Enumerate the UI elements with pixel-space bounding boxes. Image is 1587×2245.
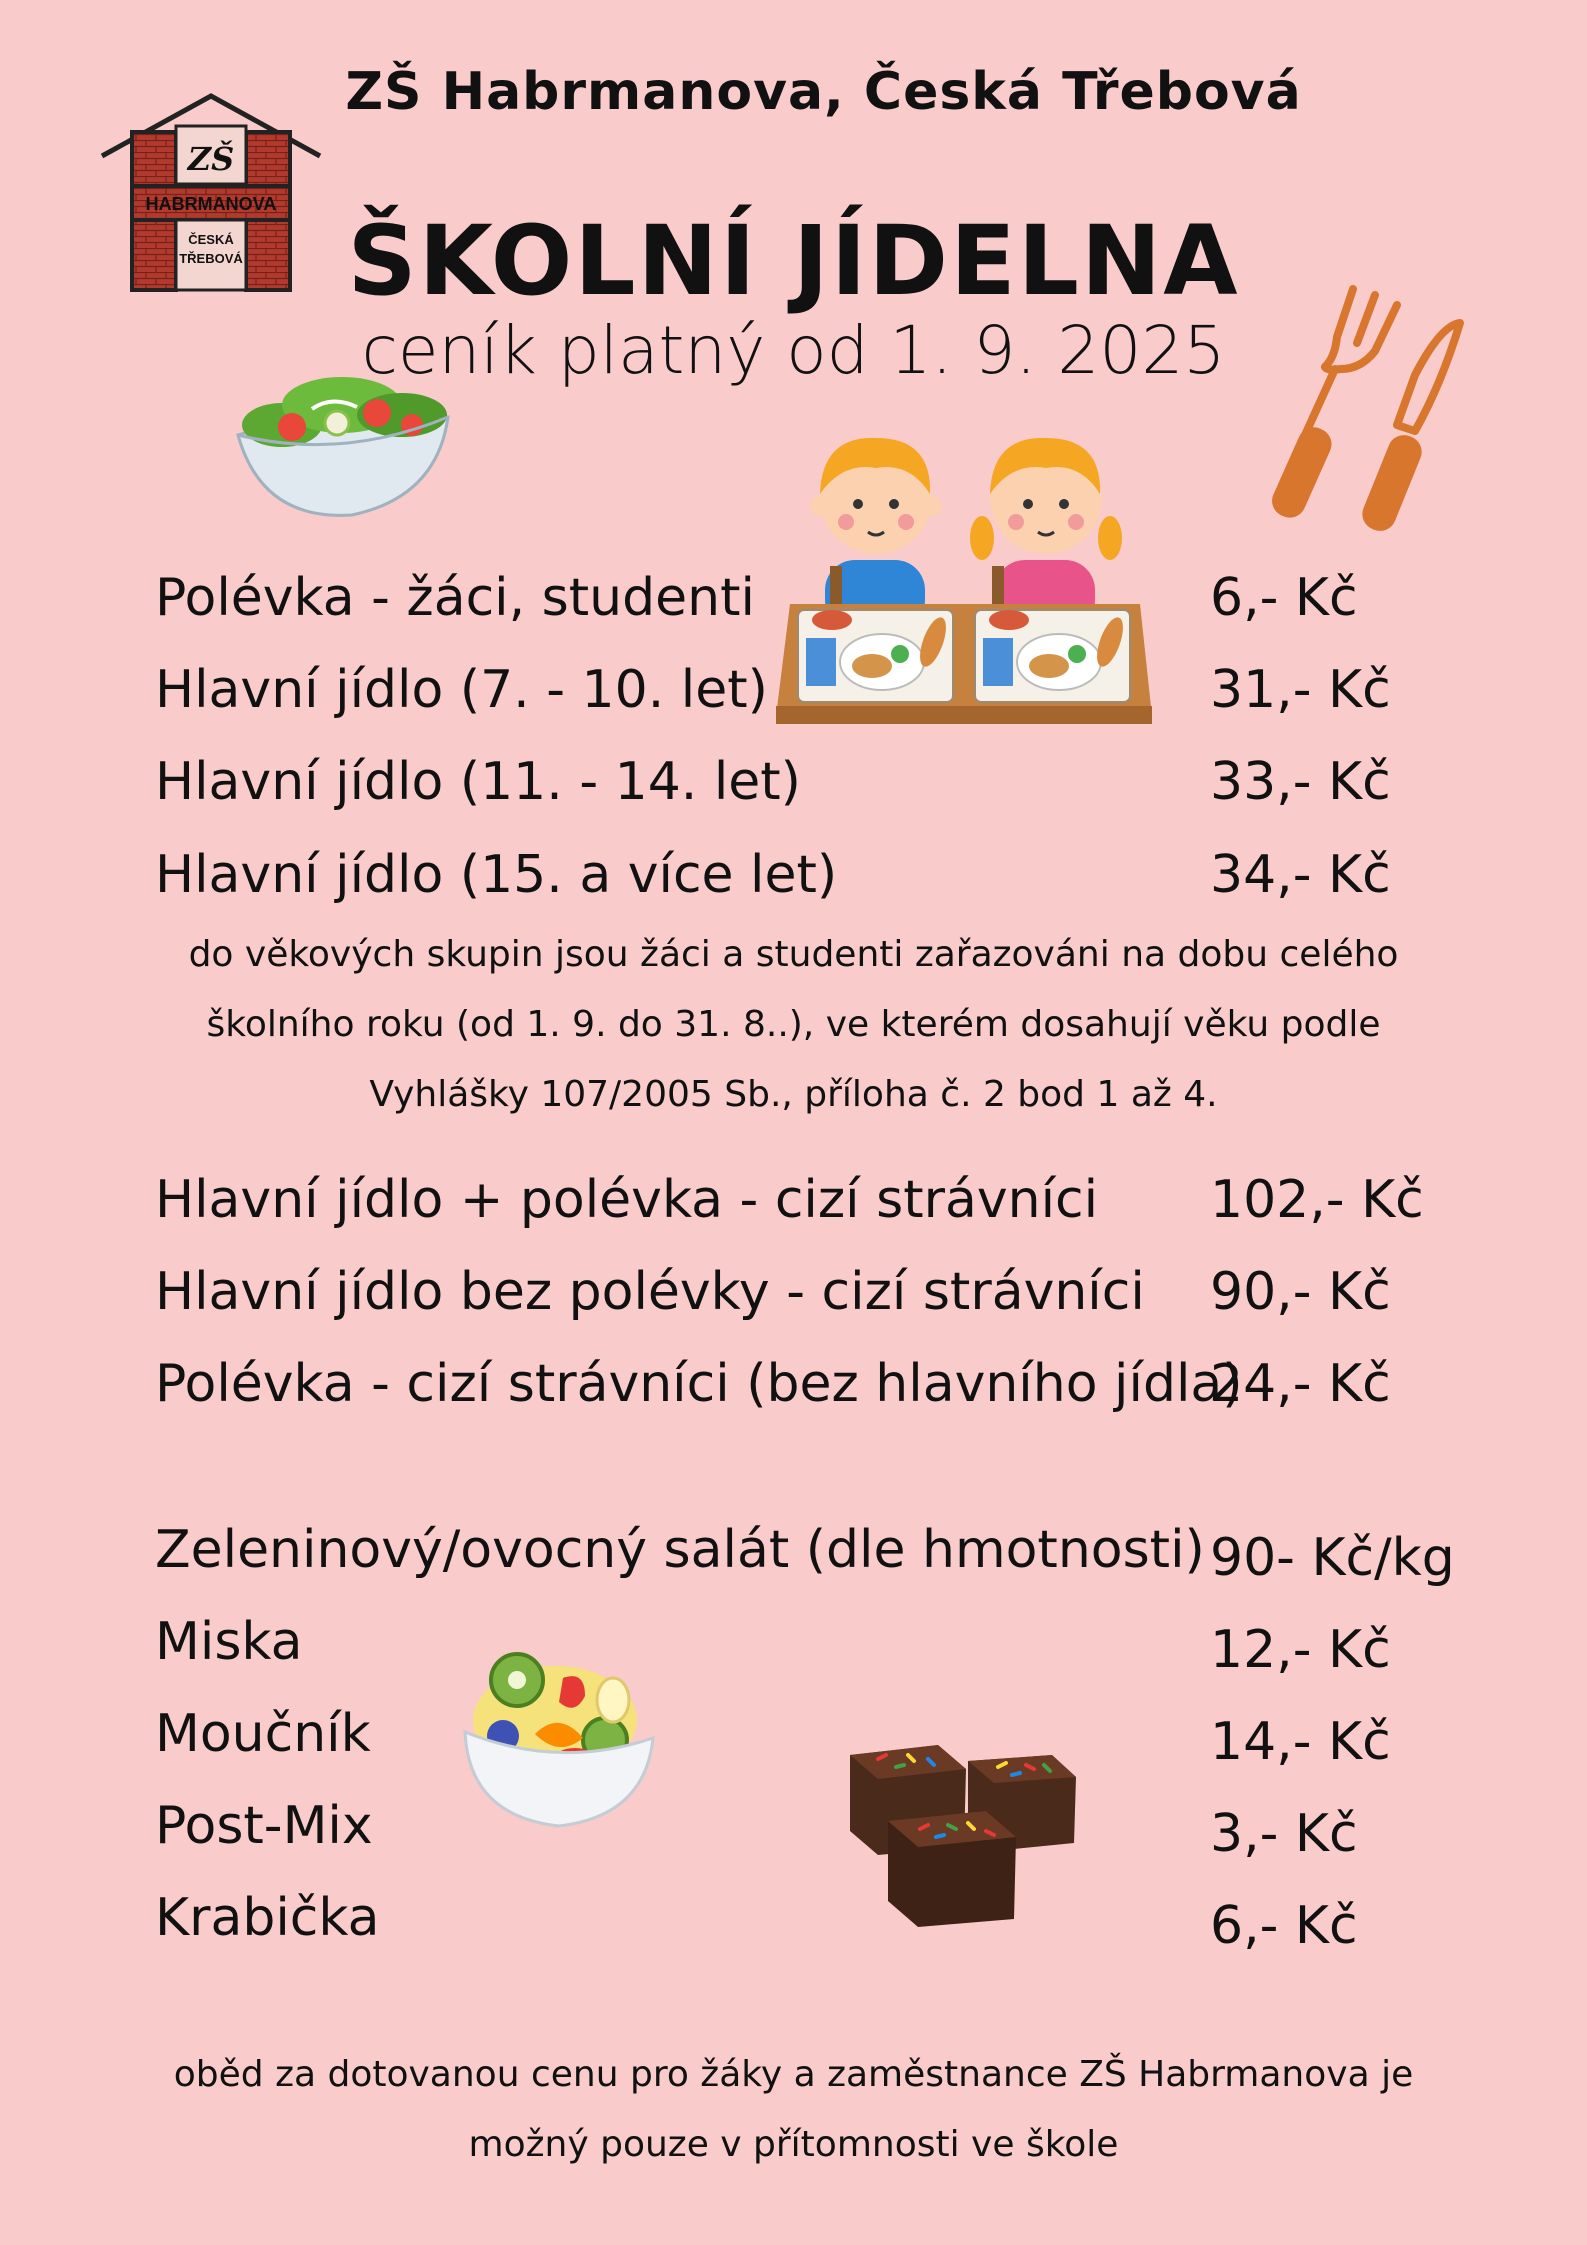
item-post-mix: Post-Mix bbox=[155, 1796, 373, 1856]
salad-bowl-icon bbox=[232, 365, 454, 525]
price-soup-external: 24,- Kč bbox=[1210, 1354, 1391, 1414]
price-main-15-plus: 34,- Kč bbox=[1210, 845, 1391, 905]
logo-zs-text: ZŠ bbox=[187, 140, 235, 178]
price-main-7-10: 31,- Kč bbox=[1210, 660, 1391, 720]
price-main-11-14: 33,- Kč bbox=[1210, 752, 1391, 812]
price-salad: 90- Kč/kg bbox=[1210, 1528, 1455, 1588]
brownie-dessert-icon bbox=[848, 1725, 1078, 1930]
price-list-validity: ceník platný od 1. 9. 2025 bbox=[361, 312, 1226, 389]
item-soup-students: Polévka - žáci, studenti bbox=[155, 568, 755, 628]
item-dessert: Moučník bbox=[155, 1704, 371, 1764]
school-name: ZŠ Habrmanova, Česká Třebová bbox=[345, 62, 1302, 122]
item-bowl: Miska bbox=[155, 1612, 303, 1672]
price-box: 6,- Kč bbox=[1210, 1896, 1358, 1956]
item-soup-external: Polévka - cizí strávníci (bez hlavního jídla) bbox=[155, 1354, 1243, 1414]
price-bowl: 12,- Kč bbox=[1210, 1620, 1391, 1680]
age-note-line: do věkových skupin jsou žáci a studenti zařazováni na dobu celého bbox=[188, 934, 1399, 975]
footer-note bbox=[0, 2040, 1587, 2180]
item-main-7-10: Hlavní jídlo (7. - 10. let) bbox=[155, 660, 768, 720]
age-note-line: školního roku (od 1. 9. do 31. 8..), ve kterém dosahují věku podle bbox=[206, 1004, 1381, 1045]
item-box: Krabička bbox=[155, 1888, 380, 1948]
fork-knife-icon bbox=[1265, 285, 1470, 545]
children-lunch-icon bbox=[770, 410, 1155, 730]
logo-ceska-text: ČESKÁ bbox=[188, 232, 234, 247]
price-main-no-soup-external: 90,- Kč bbox=[1210, 1262, 1391, 1322]
item-main-11-14: Hlavní jídlo (11. - 14. let) bbox=[155, 752, 801, 812]
item-main-15-plus: Hlavní jídlo (15. a více let) bbox=[155, 845, 838, 905]
item-main-soup-external: Hlavní jídlo + polévka - cizí strávníci bbox=[155, 1170, 1099, 1230]
fruit-bowl-icon bbox=[455, 1640, 660, 1835]
page-title: ŠKOLNÍ JÍDELNA bbox=[347, 205, 1240, 317]
age-note bbox=[0, 920, 1587, 1130]
price-main-soup-external: 102,- Kč bbox=[1210, 1170, 1424, 1230]
item-salad: Zeleninový/ovocný salát (dle hmotnosti) bbox=[155, 1520, 1205, 1580]
logo-habrmanova-text: HABRMANOVA bbox=[145, 194, 277, 214]
footer-line: oběd za dotovanou cenu pro žáky a zaměstnance ZŠ Habrmanova je bbox=[173, 2054, 1414, 2095]
logo-trebova-text: TŘEBOVÁ bbox=[179, 251, 243, 266]
price-post-mix: 3,- Kč bbox=[1210, 1804, 1358, 1864]
age-note-line: Vyhlášky 107/2005 Sb., příloha č. 2 bod 1 až 4. bbox=[369, 1074, 1218, 1115]
footer-line: možný pouze v přítomnosti ve škole bbox=[468, 2124, 1119, 2165]
item-main-no-soup-external: Hlavní jídlo bez polévky - cizí strávníci bbox=[155, 1262, 1145, 1322]
price-soup-students: 6,- Kč bbox=[1210, 568, 1358, 628]
price-dessert: 14,- Kč bbox=[1210, 1712, 1391, 1772]
